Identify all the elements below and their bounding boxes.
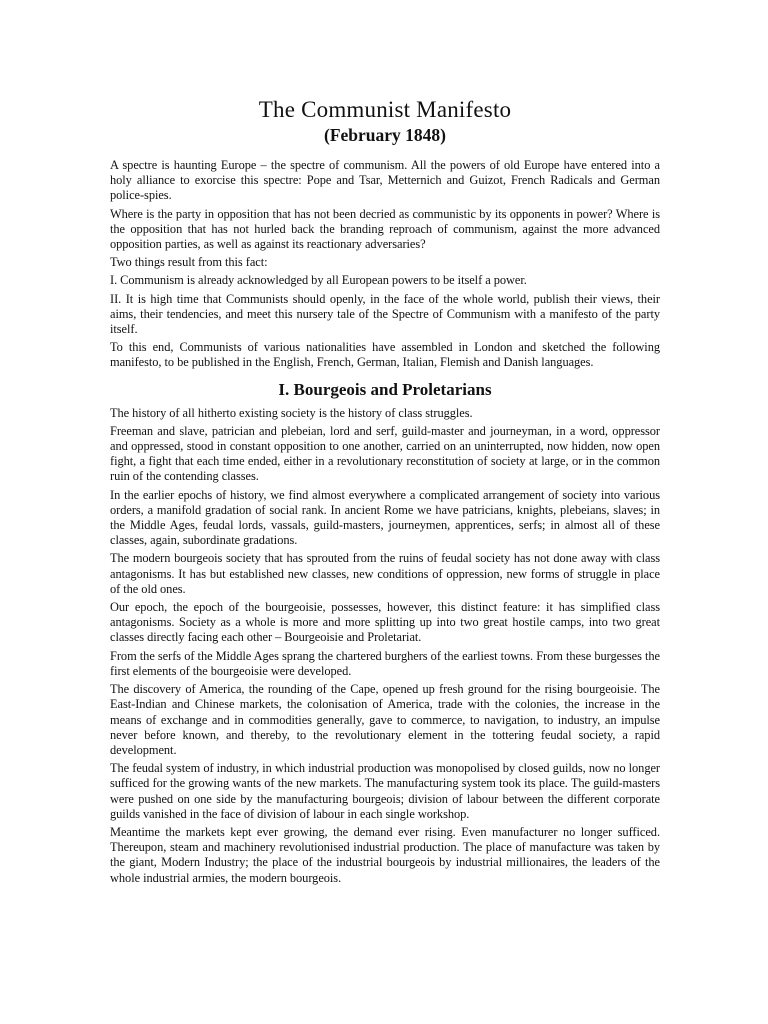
intro-paragraph: Two things result from this fact:: [110, 255, 268, 270]
section-paragraph: In the earlier epochs of history, we find almost everywhere a complicated arrangement of society into various orders, a manifold gradation of social rank. In ancient Rome we have patricians, knights, plebeians, slaves; in the Middle Ages, feudal lords, vassals, guild-masters, journeymen, apprentices, serfs; in almost all of these classes, again, subordinate gradations.: [110, 487, 660, 548]
section-paragraph: The modern bourgeois society that has sprouted from the ruins of feudal society has not done away with class antagonisms. It has but established new classes, new conditions of oppression, new forms of struggle in place of the old ones.: [110, 551, 660, 596]
intro-paragraph: A spectre is haunting Europe – the spectre of communism. All the powers of old Europe have entered into a holy alliance to exorcise this spectre: Pope and Tsar, Metternich and Guizot, French Radicals and German police-spies.: [110, 158, 660, 203]
section-paragraph: From the serfs of the Middle Ages sprang the chartered burghers of the earliest towns. From these burgesses the first elements of the bourgeoisie were developed.: [110, 648, 660, 678]
intro-paragraph: I. Communism is already acknowledged by all European powers to be itself a power.: [110, 273, 527, 288]
intro-paragraph: II. It is high time that Communists should openly, in the face of the whole world, publish their views, their aims, their tendencies, and meet this nursery tale of the Spectre of Communism with a manifesto of the party itself.: [110, 291, 660, 337]
intro-paragraph: Where is the party in opposition that has not been decried as communistic by its opponents in power? Where is the opposition that has not hurled back the branding reproach of communism, against the more advanced opposition parties, as well as against its reactionary adversaries?: [110, 206, 660, 252]
section-paragraph: Our epoch, the epoch of the bourgeoisie, possesses, however, this distinct feature: it has simplified class antagonisms. Society as a whole is more and more splitting up into two great hostile camps, into two great classes directly facing each other – Bourgeoisie and Proletariat.: [110, 600, 660, 645]
document-page: [110, 96, 660, 889]
section-paragraph: The discovery of America, the rounding of the Cape, opened up fresh ground for the rising bourgeoisie. The East-Indian and Chinese markets, the colonisation of America, trade with the colonies, the increase in the means of exchange and in commodities generally, gave to commerce, to navigation, to industry, an impulse never before known, and thereby, to the revolutionary element in the tottering feudal society, a rapid development.: [110, 682, 660, 757]
section-heading: I. Bourgeois and Proletarians: [278, 379, 492, 399]
intro-paragraph: To this end, Communists of various nationalities have assembled in London and sketched the following manifesto, to be published in the English, French, German, Italian, Flemish and Danish languages.: [110, 340, 660, 370]
section-paragraph: The history of all hitherto existing society is the history of class struggles.: [110, 405, 473, 420]
section-paragraph: Freeman and slave, patrician and plebeian, lord and serf, guild-master and journeyman, in a word, oppressor and oppressed, stood in constant opposition to one another, carried on an uninterrupted, now hidden, now open fight, a fight that each time ended, either in a revolutionary reconstitution of society at large, or in the common ruin of the contending classes.: [110, 423, 660, 484]
section-paragraph: The feudal system of industry, in which industrial production was monopolised by closed guilds, now no longer sufficed for the growing wants of the new markets. The manufacturing system took its place. The guild-masters were pushed on one side by the manufacturing bourgeois; division of labour between the different corporate guilds vanished in the face of division of labour in each single workshop.: [110, 761, 660, 821]
document-title: The Communist Manifesto: [258, 97, 512, 122]
document-subtitle: (February 1848): [324, 125, 446, 145]
section-paragraph: Meantime the markets kept ever growing, the demand ever rising. Even manufacturer no longer sufficed. Thereupon, steam and machinery revolutionised industrial production. The place of manufacture was taken by the giant, Modern Industry; the place of the industrial bourgeois by industrial millionaires, the leaders of the whole industrial armies, the modern bourgeois.: [110, 824, 660, 885]
